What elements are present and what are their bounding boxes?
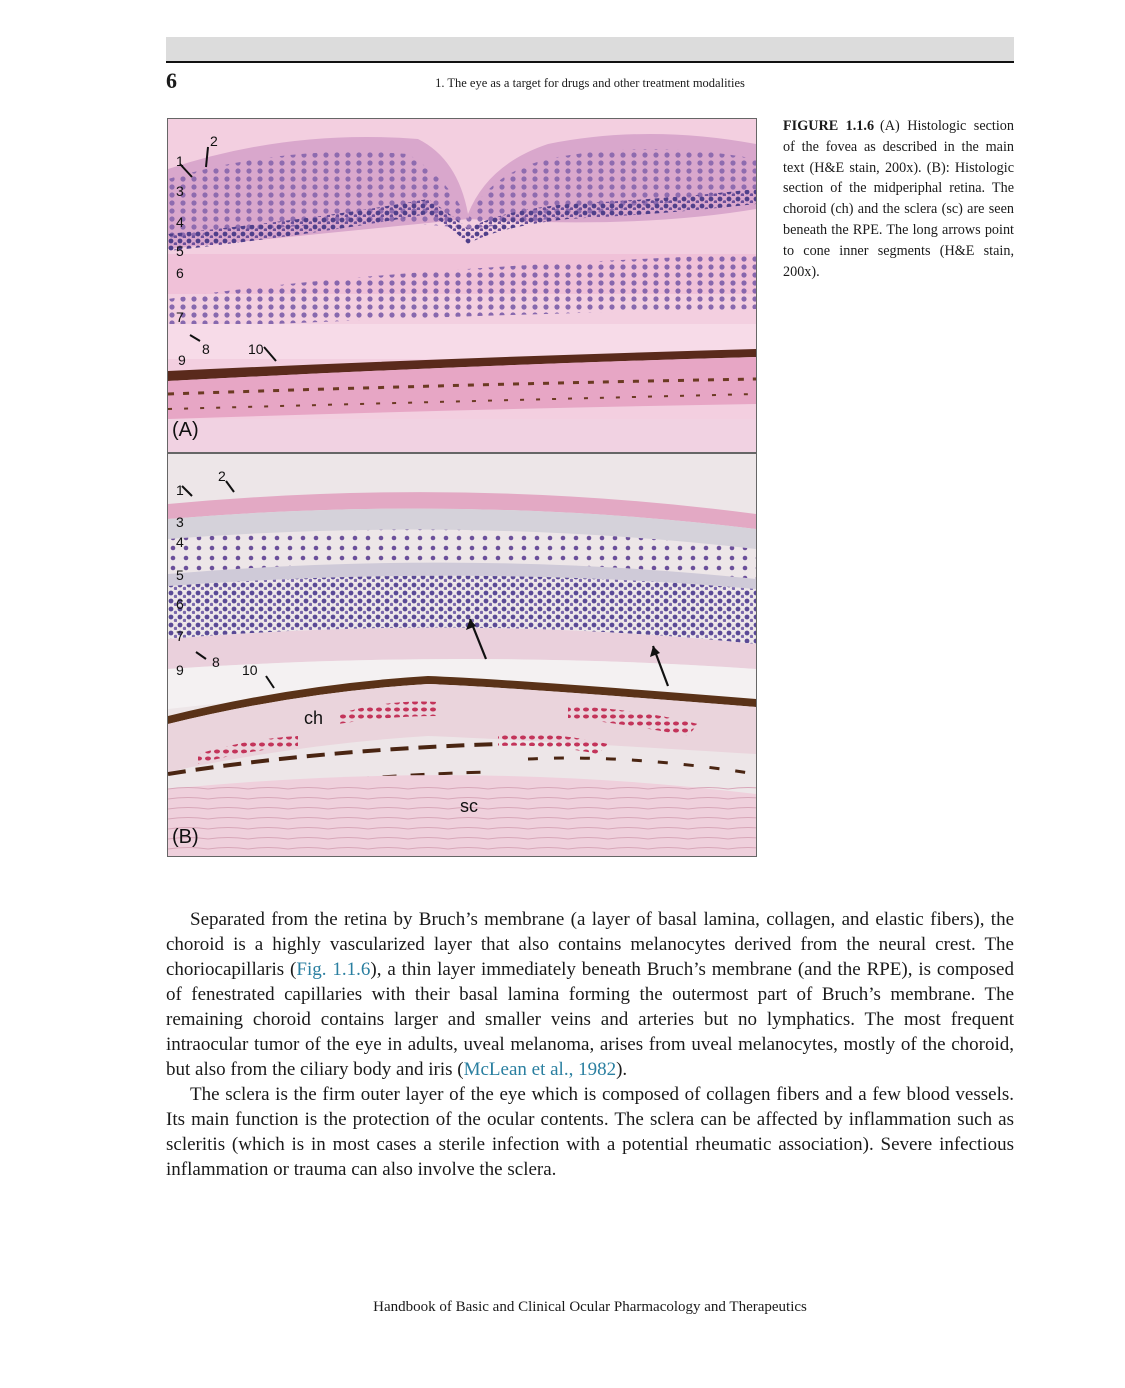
- layer-label-3: 3: [176, 514, 184, 530]
- layer-label-9: 9: [178, 352, 186, 368]
- layer-label-2: 2: [218, 468, 226, 484]
- layer-label-2: 2: [210, 133, 218, 149]
- layer-label-7: 7: [176, 628, 184, 644]
- layer-label-10: 10: [242, 662, 258, 678]
- paragraph-text: ), a thin layer immediately beneath Bruch’s membrane (and the RPE), is composed of fenestrated capillaries with their basal lamina forming the outermost part of Bruch’s membrane. The remaining choroid contains larger and smaller veins and arteries but no lymphatics. The most frequent intraocular tumor of the eye in adults, uveal melanoma, arises from uveal melanocytes, mostly of the choroid, but also from the ciliary body and iris (: [166, 959, 1014, 1080]
- layer-label-9: 9: [176, 662, 184, 678]
- sclera-label: sc: [460, 796, 478, 816]
- layer-label-6: 6: [176, 265, 184, 281]
- layer-label-3: 3: [176, 183, 184, 199]
- layer-label-8: 8: [212, 654, 220, 670]
- body-text: [166, 907, 1014, 1182]
- layer-label-1: 1: [176, 153, 184, 169]
- choroid-label: ch: [304, 708, 324, 728]
- layer-label-5: 5: [176, 567, 184, 583]
- layer-label-4: 4: [176, 534, 184, 550]
- layer-label-10: 10: [248, 341, 264, 357]
- layer-label-8: 8: [202, 341, 210, 357]
- running-head: 1. The eye as a target for drugs and other treatment modalities: [435, 76, 745, 90]
- figure-caption: [783, 116, 1014, 282]
- paragraph-text: Separated from the retina by Bruch’s membrane (a layer of basal lamina, collagen, and elastic fibers), the choroid is a highly vascularized layer that also contains melanocytes derived from the neural crest. The choriocapillaris (: [166, 909, 1014, 980]
- paragraph-text: ).: [616, 1059, 628, 1080]
- layer-label-6: 6: [176, 596, 184, 612]
- layer-label-4: 4: [176, 214, 184, 230]
- figure-caption-title: FIGURE 1.1.6: [783, 118, 875, 134]
- figure-panel-b: [167, 453, 757, 857]
- layer-label-5: 5: [176, 243, 184, 259]
- figure-caption-text: (A) Histologic section of the fovea as described in the main text (H&E stain, 200x). (B): Histologic section of the midperiphal retina. The choroid (ch) and the sclera (sc) are seen beneath the RPE. The long arrows point to cone inner segments (H&E stain, 200x).: [783, 118, 1014, 280]
- header-rule: [166, 61, 1014, 63]
- citation-link[interactable]: McLean et al., 1982: [463, 1059, 617, 1080]
- panel-letter-a: (A): [172, 419, 199, 441]
- figure-link[interactable]: Fig. 1.1.6: [296, 959, 371, 980]
- footer-book-title: Handbook of Basic and Clinical Ocular Pharmacology and Therapeutics: [373, 1299, 807, 1315]
- page-number: 6: [166, 68, 177, 93]
- paragraph-sclera: The sclera is the firm outer layer of the eye which is composed of collagen fibers and a few blood vessels. Its main function is the protection of the ocular contents. The sclera can be affected by inflammation such as scleritis (which is in most cases a sterile infection with a potential rheumatic association). Severe infectious inflammation or trauma can also involve the sclera.: [166, 1084, 1014, 1180]
- header-bar: [166, 37, 1014, 61]
- fovea-histology-image: [168, 119, 756, 452]
- panel-letter-b: (B): [172, 826, 199, 848]
- layer-label-7: 7: [176, 309, 184, 325]
- figure-panel-a: [167, 118, 757, 453]
- layer-label-1: 1: [176, 482, 184, 498]
- paragraph-choroid: [166, 907, 1014, 1082]
